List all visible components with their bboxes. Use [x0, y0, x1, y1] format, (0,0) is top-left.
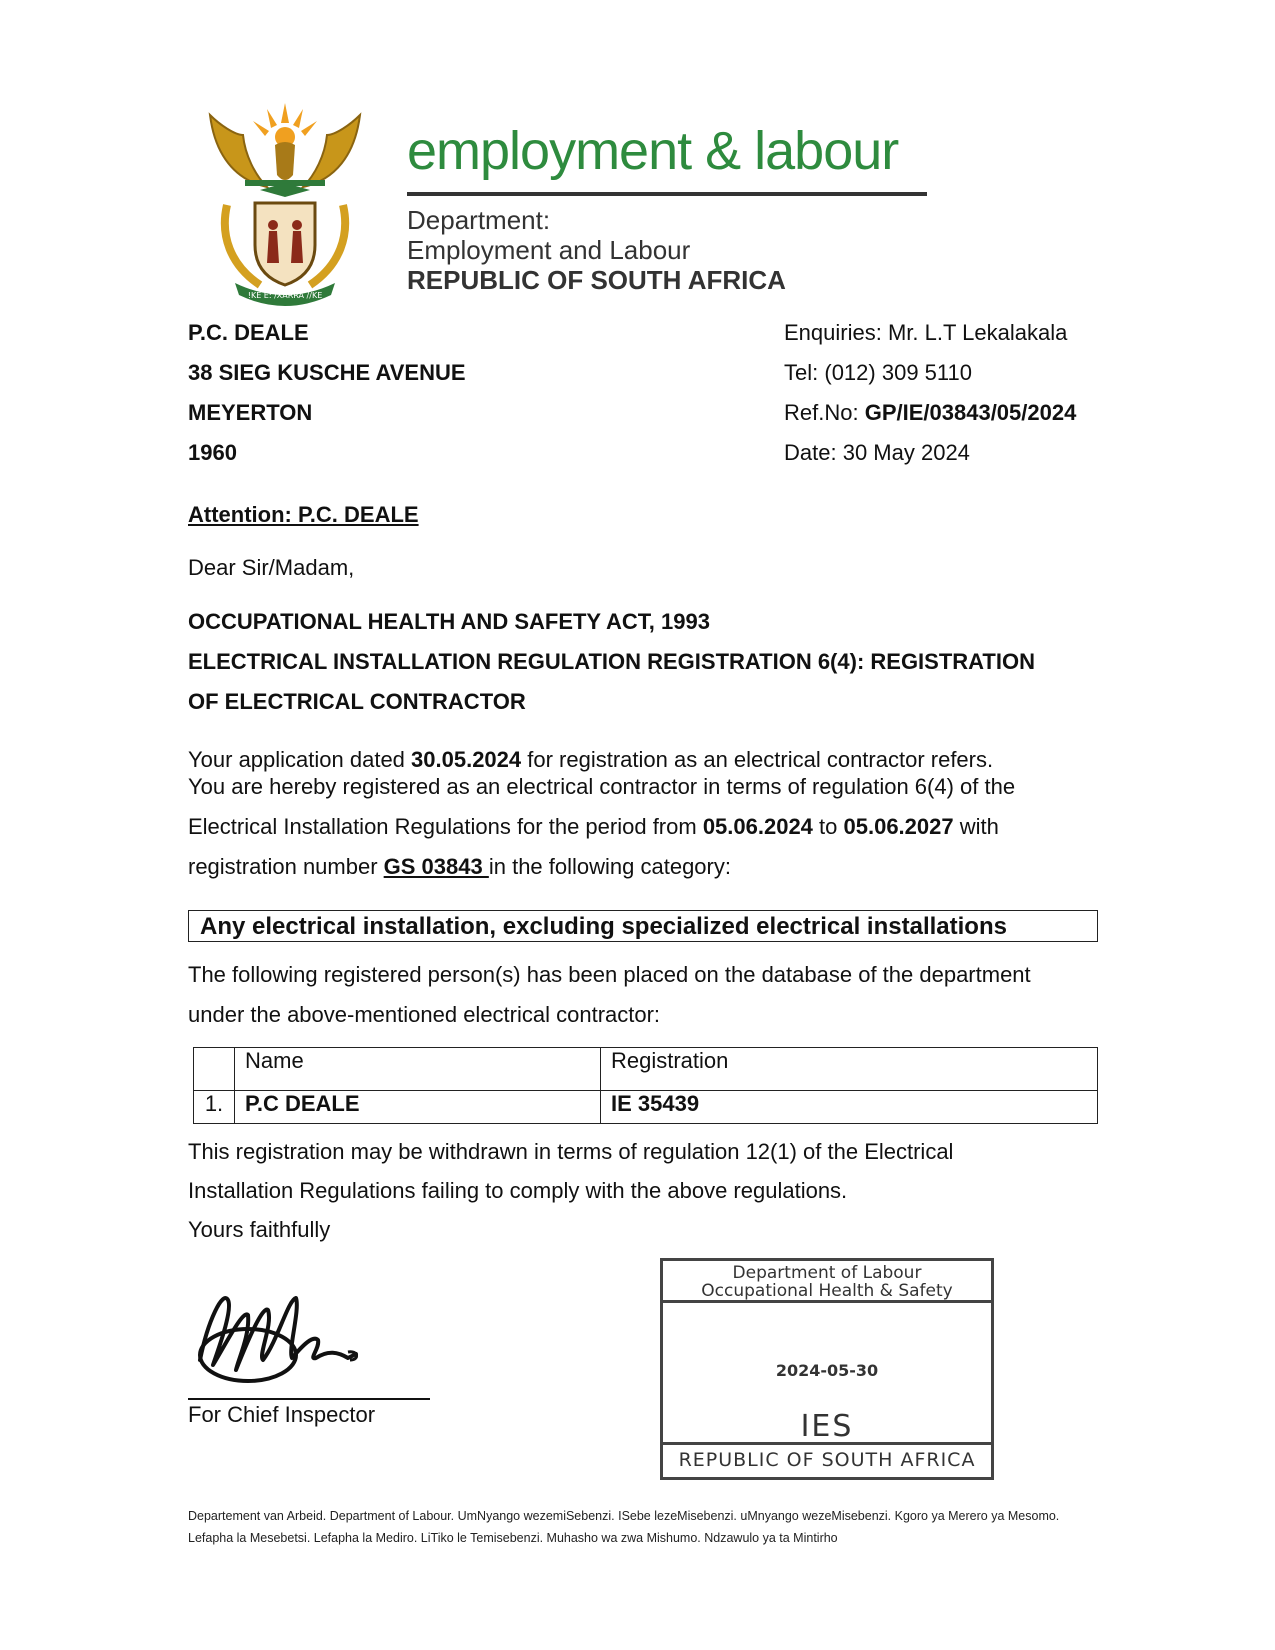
period-to: 05.06.2027	[843, 814, 954, 839]
enquiries-date	[784, 433, 1076, 473]
table-header-name: Name	[235, 1048, 601, 1091]
stamp-header-line-2: Occupational Health & Safety	[701, 1281, 953, 1301]
stamp-code: IES	[800, 1409, 854, 1444]
registration-number: GS 03843	[383, 854, 489, 879]
application-date: 30.05.2024	[411, 747, 522, 772]
registered-persons-table	[193, 1047, 1098, 1124]
dept-line-1: Department:	[407, 205, 551, 235]
ref-value: GP/IE/03843/05/2024	[864, 400, 1077, 425]
recipient-code: 1960	[188, 440, 237, 465]
enquiries-block	[784, 313, 1076, 473]
database-paragraph	[188, 955, 1031, 1035]
closing-line-3: Yours faithfully	[188, 1217, 331, 1242]
ref-label: Ref.No:	[784, 400, 859, 425]
footer-line-1: Departement van Arbeid. Department of Labour. UmNyango wezemiSebenzi. ISebe lezeMisebenzi. uMnyango wezeMisebenzi. Kgoro ya Merero ya Mesomo.	[188, 1509, 1060, 1523]
sun-icon	[253, 103, 317, 147]
period-from: 05.06.2024	[702, 814, 813, 839]
body-line-1: Your application dated 30.05.2024 for registration as an electrical contractor refers.	[188, 747, 994, 772]
table-header-row	[194, 1048, 1098, 1091]
salutation: Dear Sir/Madam,	[188, 555, 355, 580]
row-name: P.C DEALE	[235, 1091, 601, 1124]
date-label: Date:	[784, 440, 837, 465]
stamp-date: 2024-05-30	[775, 1361, 879, 1380]
subject-line-1: OCCUPATIONAL HEALTH AND SAFETY ACT, 1993	[188, 609, 710, 634]
tel-value: (012) 309 5110	[824, 360, 972, 385]
recipient-name: P.C. DEALE	[188, 320, 309, 345]
table-header-registration: Registration	[601, 1048, 1098, 1091]
table-header-num	[194, 1048, 235, 1091]
stamp-header-line-1: Department of Labour	[732, 1263, 922, 1283]
footer-line-2: Lefapha la Mesebetsi. Lefapha la Mediro. LiTiko le Temisebenzi. Muhasho wa zwa Mishumo. Ndzawulo ya ta Mintirho	[188, 1531, 838, 1545]
recipient-street: 38 SIEG KUSCHE AVENUE	[188, 360, 466, 385]
brand-divider	[407, 192, 927, 196]
dept-line-3: REPUBLIC OF SOUTH AFRICA	[407, 265, 786, 295]
database-line-2: under the above-mentioned electrical contractor:	[188, 1002, 661, 1027]
dept-line-2: Employment and Labour	[407, 235, 691, 265]
subject-line-3: OF ELECTRICAL CONTRACTOR	[188, 689, 526, 714]
stamp-footer: REPUBLIC OF SOUTH AFRICA	[663, 1442, 991, 1477]
tel-label: Tel:	[784, 360, 819, 385]
footer-languages	[188, 1505, 1088, 1549]
attention-line: Attention: P.C. DEALE	[188, 502, 419, 527]
enquiries-contact	[784, 313, 1076, 353]
table-row	[194, 1091, 1098, 1124]
body-line-3: Electrical Installation Regulations for the period from 05.06.2024 to 05.06.2027 with	[188, 814, 999, 839]
closing-line-2: Installation Regulations failing to comply with the above regulations.	[188, 1178, 848, 1203]
date-value: 30 May 2024	[842, 440, 970, 465]
body-line-4: registration number GS 03843 in the following category:	[188, 854, 731, 879]
official-stamp	[660, 1258, 994, 1480]
enquiries-tel	[784, 353, 1076, 393]
closing-line-1: This registration may be withdrawn in terms of regulation 12(1) of the Electrical	[188, 1139, 954, 1164]
department-block	[407, 205, 786, 295]
recipient-town: MEYERTON	[188, 400, 313, 425]
signatory-title: For Chief Inspector	[188, 1402, 376, 1427]
svg-text:!KE E: /XARRA //KE: !KE E: /XARRA //KE	[247, 291, 323, 300]
coat-of-arms-logo	[205, 95, 365, 310]
row-registration: IE 35439	[601, 1091, 1098, 1124]
subject-block	[188, 602, 1035, 722]
body-line-2: You are hereby registered as an electrical contractor in terms of regulation 6(4) of the	[188, 774, 1016, 799]
signature-line	[188, 1398, 430, 1400]
contact-label: Enquiries:	[784, 320, 882, 345]
category-box: Any electrical installation, excluding specialized electrical installations	[188, 910, 1098, 942]
subject-line-2: ELECTRICAL INSTALLATION REGULATION REGISTRATION 6(4): REGISTRATION	[188, 649, 1035, 674]
stamp-header	[663, 1261, 991, 1303]
row-number: 1.	[194, 1091, 235, 1124]
contact-value: Mr. L.T Lekalakala	[887, 320, 1068, 345]
database-line-1: The following registered person(s) has been placed on the database of the department	[188, 962, 1031, 987]
brand-title: employment & labour	[407, 121, 899, 181]
shield-icon	[255, 203, 315, 285]
recipient-address	[188, 313, 466, 473]
closing-block	[188, 1132, 953, 1249]
handwritten-signature	[188, 1280, 368, 1390]
enquiries-ref	[784, 393, 1076, 433]
